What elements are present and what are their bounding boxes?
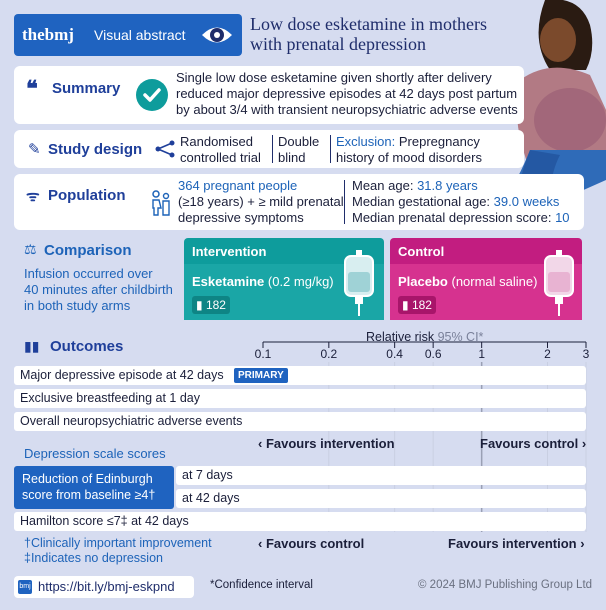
- population-stats: Mean age: 31.8 years Median gestational age: 39.0 weeks Median prenatal depression score: 10: [352, 178, 570, 225]
- short-link[interactable]: https://bit.ly/bmj-eskpnd: [38, 579, 175, 594]
- population-criteria: 364 pregnant people (≥18 years) + ≥ mild prenatal depressive symptoms: [178, 178, 344, 225]
- quote-icon: ❝: [26, 76, 38, 101]
- section-label: Visual abstract: [94, 27, 186, 43]
- summary-label: Summary: [52, 80, 121, 97]
- outcome-row: Major depressive episode at 42 days PRIMARY: [14, 366, 586, 385]
- x-tick-label: 0.4: [386, 347, 403, 361]
- outcome-row: Hamilton score ≤7‡ at 42 days: [14, 512, 586, 531]
- x-tick-label: 3: [582, 347, 590, 361]
- depression-scales-label: Depression scale scores: [24, 446, 166, 461]
- outcome-row: Overall neuropsychiatric adverse events: [14, 412, 586, 431]
- outcome-row: at 42 days: [176, 489, 586, 508]
- primary-badge: PRIMARY: [234, 368, 288, 383]
- population-label: Population: [48, 187, 126, 204]
- study-design-label: Study design: [48, 141, 143, 158]
- x-tick-label: 0.6: [424, 347, 442, 361]
- intervention-title: Intervention: [192, 244, 267, 259]
- control-title: Control: [398, 244, 445, 259]
- x-tick-label: 0.1: [254, 347, 272, 361]
- control-drug: Placebo (normal saline): [398, 274, 538, 289]
- control-n: ▮ 182: [398, 296, 436, 314]
- edinburgh-label: Reduction of Edinburgh score from baseline ≥4†: [14, 466, 174, 509]
- ci-note: *Confidence interval: [210, 579, 313, 591]
- intervention-drug: Esketamine (0.2 mg/kg): [192, 274, 334, 289]
- brand-logo: thebmj: [22, 25, 74, 44]
- favours-intervention-top: ‹ Favours intervention: [258, 436, 395, 451]
- comparison-desc: Infusion occurred over 40 minutes after childbirth in both study arms: [24, 266, 173, 313]
- comparison-label: Comparison: [44, 242, 132, 259]
- design-blind: Double blind: [278, 134, 320, 165]
- people-icon: ᯤ: [26, 188, 40, 205]
- design-randomised: Randomised controlled trial: [180, 134, 261, 165]
- outcomes-label: Outcomes: [50, 338, 124, 355]
- link-badge[interactable]: [14, 576, 194, 598]
- summary-text: Single low dose esketamine given shortly after delivery reduced major depressive episodes at 42 days post partum by about 3/4 with transient neuropsychiatric adverse events: [176, 70, 518, 117]
- pencil-icon: ✎: [28, 141, 41, 158]
- page-title: Low dose esketamine in mothers with prenatal depression: [250, 14, 487, 54]
- x-tick-label: 2: [544, 347, 551, 361]
- x-tick-label: 1: [478, 347, 486, 361]
- outcome-row: at 7 days: [176, 466, 586, 485]
- person-icon: ▮: [196, 298, 203, 312]
- design-exclusion: Exclusion: Prepregnancy history of mood disorders: [336, 134, 482, 165]
- outcome-row: Exclusive breastfeeding at 1 day: [14, 389, 586, 408]
- scales-icon: ⚖: [24, 241, 37, 257]
- x-tick-label: 0.2: [320, 347, 338, 361]
- footnotes: †Clinically important improvement ‡Indicates no depression: [24, 536, 212, 565]
- footer-bar: [0, 568, 606, 610]
- copyright: © 2024 BMJ Publishing Group Ltd: [418, 579, 593, 591]
- person-icon: ▮: [402, 298, 409, 312]
- axis-title: Relative risk 95% CI*: [366, 330, 484, 344]
- favours-control-bottom: ‹ Favours control: [258, 536, 365, 551]
- bmj-logo-icon: bmj: [18, 580, 32, 594]
- favours-intervention-bottom: Favours intervention ›: [448, 536, 585, 551]
- favours-control-top: Favours control ›: [480, 436, 587, 451]
- intervention-n: ▮ 182: [192, 296, 230, 314]
- bar-chart-icon: ▮▮: [24, 338, 40, 354]
